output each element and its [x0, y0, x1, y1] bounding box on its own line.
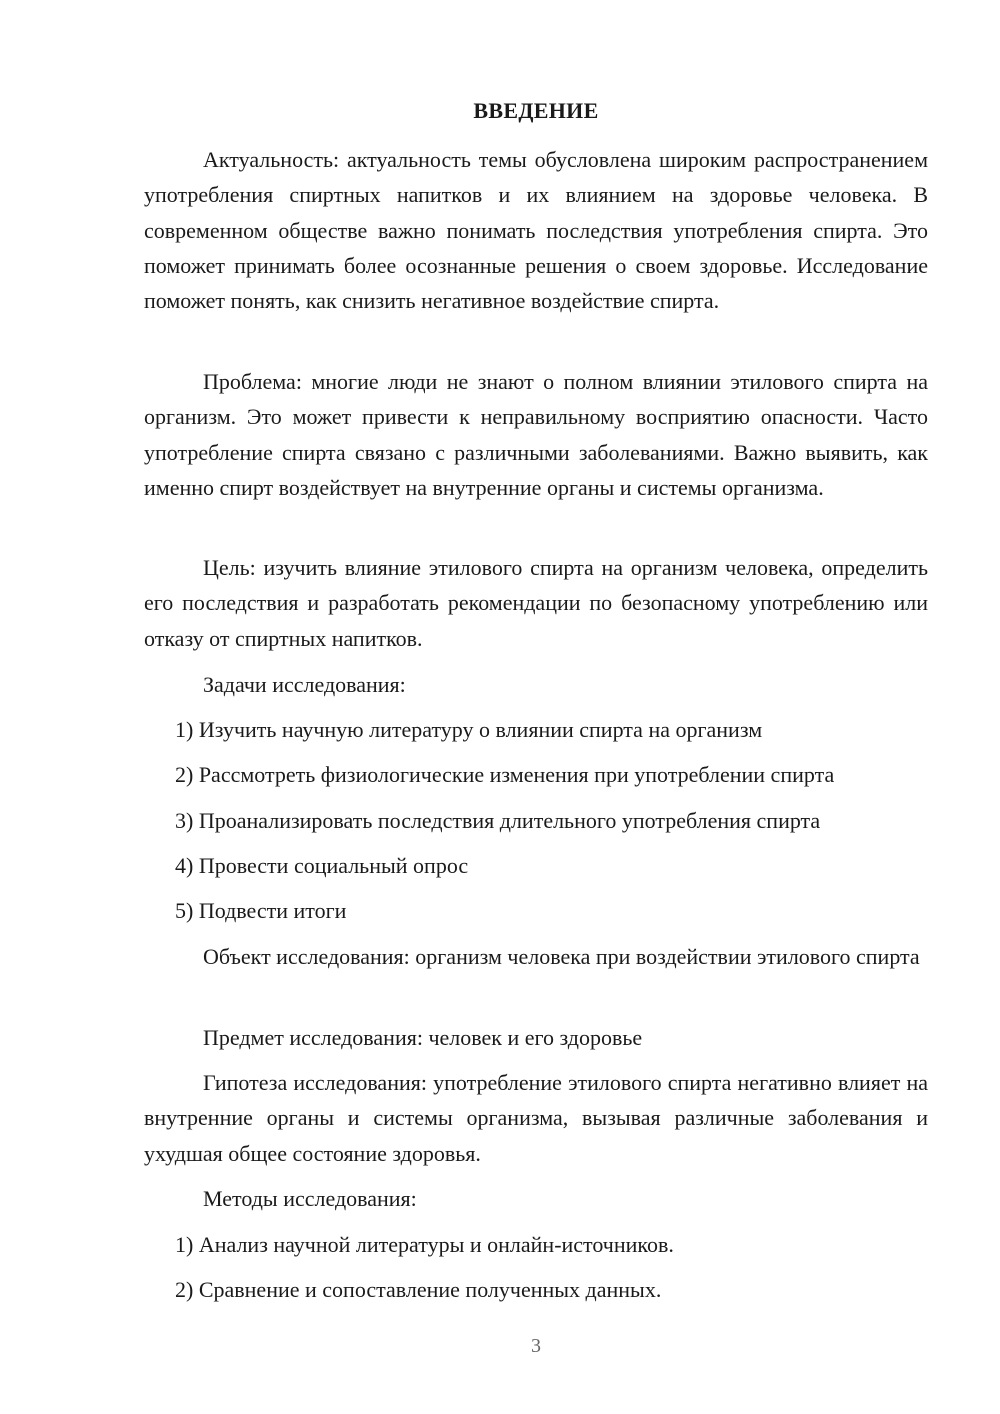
problem-paragraph: Проблема: многие люди не знают о полном влиянии этилового спирта на организм. Это может привести к неправильному восприятию опасности. Часто употребление спирта связано с различными заболеваниями. Важно выявить, как именно спирт воздействует на внутренние органы и системы организма. — [144, 369, 928, 500]
method-item-2: 2) Сравнение и сопоставление полученных данных. — [175, 1277, 662, 1302]
task-item-3: 3) Проанализировать последствия длительного употребления спирта — [175, 808, 821, 833]
goal-paragraph: Цель: изучить влияние этилового спирта на организм человека, определить его последствия и разработать рекомендации по безопасному употреблению или отказу от спиртных напитков. — [144, 555, 928, 651]
hypothesis-paragraph: Гипотеза исследования: употребление этилового спирта негативно влияет на внутренние органы и системы организма, вызывая различные заболевания и ухудшая общее состояние здоровья. — [144, 1070, 928, 1166]
subject-paragraph: Предмет исследования: человек и его здоровье — [203, 1025, 643, 1050]
task-item-5: 5) Подвести итоги — [175, 898, 347, 923]
methods-heading: Методы исследования: — [203, 1186, 417, 1211]
task-item-1: 1) Изучить научную литературу о влиянии спирта на организм — [175, 717, 763, 742]
relevance-paragraph: Актуальность: актуальность темы обусловлена широким распространением употребления спиртных напитков и их влиянием на здоровье человека. В современном обществе важно понимать последствия употребления спирта. Это поможет принимать более осознанные решения о своем здоровье. Исследование поможет понять, как снизить негативное воздействие спирта. — [144, 147, 928, 314]
task-item-2: 2) Рассмотреть физиологические изменения при употреблении спирта — [175, 762, 835, 787]
page-title: ВВЕДЕНИЕ — [473, 98, 599, 123]
object-paragraph: Объект исследования: организм человека при воздействии этилового спирта — [203, 944, 920, 969]
task-item-4: 4) Провести социальный опрос — [175, 853, 469, 878]
method-item-1: 1) Анализ научной литературы и онлайн-источников. — [175, 1232, 674, 1257]
page-number: 3 — [531, 1335, 541, 1357]
tasks-heading: Задачи исследования: — [203, 672, 406, 697]
